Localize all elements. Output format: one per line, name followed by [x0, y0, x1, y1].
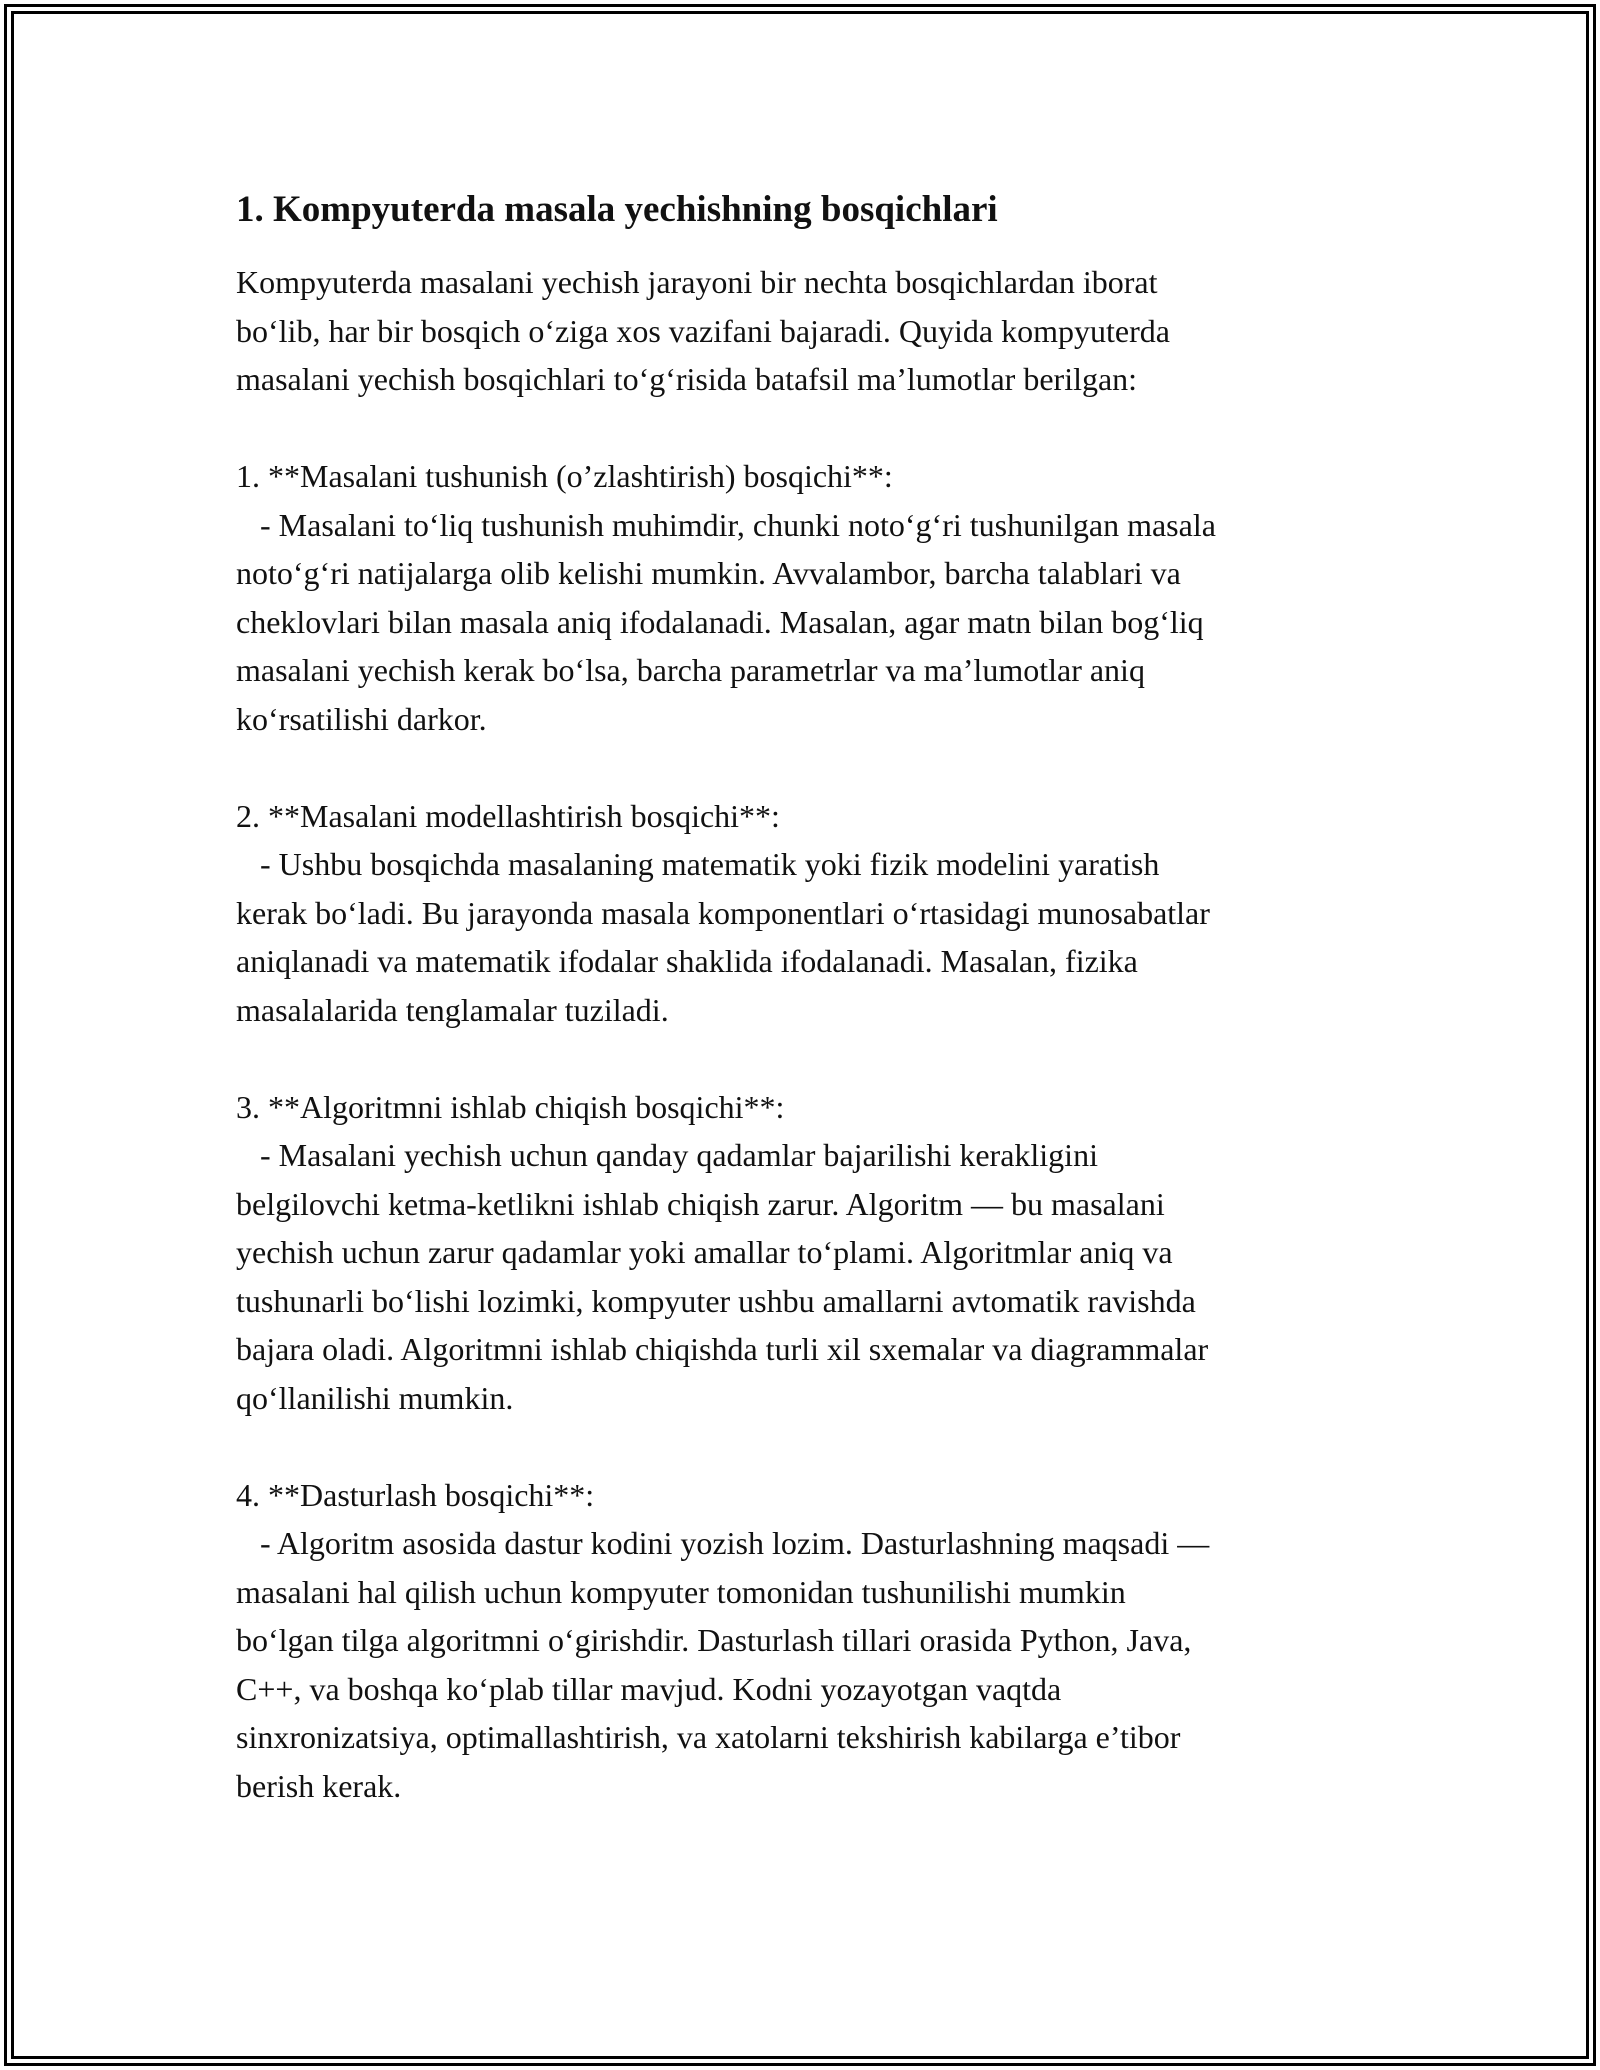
document-title: 1. Kompyuterda masala yechishning bosqichlari	[236, 189, 998, 230]
intro-paragraph	[236, 258, 1376, 404]
section-line: tushunarli bo‘lishi lozimki, kompyuter ushbu amallarni avtomatik ravishda	[236, 1282, 1196, 1319]
section-line: bajara oladi. Algoritmni ishlab chiqishda turli xil sxemalar va diagrammalar	[236, 1331, 1209, 1367]
section-3	[236, 1034, 1376, 1422]
document-body	[236, 186, 1376, 1810]
section-line: ko‘rsatilishi darkor.	[236, 700, 487, 737]
intro-line: masalani yechish bosqichlari to‘g‘risida batafsil ma’lumotlar berilgan:	[236, 361, 1138, 397]
section-line: qo‘llanilishi mumkin.	[236, 1379, 514, 1416]
blank-line	[236, 1034, 1376, 1083]
section-line: - Masalani yechish uchun qanday qadamlar bajarilishi kerakligini	[236, 1137, 1098, 1173]
section-line: aniqlanadi va matematik ifodalar shaklida ifodalanadi. Masalan, fizika	[236, 943, 1138, 979]
section-line: sinxronizatsiya, optimallashtirish, va xatolarni tekshirish kabilarga e’tibor	[236, 1719, 1181, 1755]
section-line: masalalarida tenglamalar tuziladi.	[236, 991, 669, 1028]
section-line: kerak bo‘ladi. Bu jarayonda masala komponentlari o‘rtasidagi munosabatlar	[236, 894, 1210, 931]
section-heading: 2. **Masalani modellashtirish bosqichi**:	[236, 797, 780, 834]
section-line: yechish uchun zarur qadamlar yoki amallar to‘plami. Algoritmlar aniq va	[236, 1234, 1173, 1270]
section-line: noto‘g‘ri natijalarga olib kelishi mumkin. Avvalambor, barcha talablari va	[236, 555, 1181, 591]
section-1	[236, 404, 1376, 744]
section-line: masalani hal qilish uchun kompyuter tomonidan tushunilishi mumkin	[236, 1573, 1126, 1610]
section-line: - Ushbu bosqichda masalaning matematik yoki fizik modelini yaratish	[236, 846, 1160, 882]
section-heading: 3. **Algoritmni ishlab chiqish bosqichi**:	[236, 1088, 785, 1125]
blank-line	[236, 404, 1376, 453]
section-line: - Algoritm asosida dastur kodini yozish lozim. Dasturlashning maqsadi —	[236, 1525, 1210, 1561]
section-line: bo‘lgan tilga algoritmni o‘girishdir. Dasturlash tillari orasida Python, Java,	[236, 1622, 1192, 1658]
blank-line	[236, 1422, 1376, 1471]
section-heading: 1. **Masalani tushunish (o’zlashtirish) bosqichi**:	[236, 458, 893, 494]
section-line: masalani yechish kerak bo‘lsa, barcha parametrlar va ma’lumotlar aniq	[236, 652, 1145, 688]
section-line: - Masalani to‘liq tushunish muhimdir, chunki noto‘g‘ri tushunilgan masala	[236, 506, 1216, 543]
section-line: berish kerak.	[236, 1767, 402, 1804]
section-line: cheklovlari bilan masala aniq ifodalanadi. Masalan, agar matn bilan bog‘liq	[236, 603, 1204, 640]
section-4	[236, 1422, 1376, 1810]
section-line: belgilovchi ketma-ketlikni ishlab chiqish zarur. Algoritm — bu masalani	[236, 1185, 1165, 1222]
section-line: C++, va boshqa ko‘plab tillar mavjud. Kodni yozayotgan vaqtda	[236, 1670, 1062, 1707]
section-2	[236, 743, 1376, 1034]
intro-line: Kompyuterda masalani yechish jarayoni bir nechta bosqichlardan iborat	[236, 264, 1158, 300]
blank-line	[236, 743, 1376, 792]
intro-line: bo‘lib, har bir bosqich o‘ziga xos vazifani bajaradi. Quyida kompyuterda	[236, 312, 1170, 349]
section-heading: 4. **Dasturlash bosqichi**:	[236, 1476, 595, 1513]
